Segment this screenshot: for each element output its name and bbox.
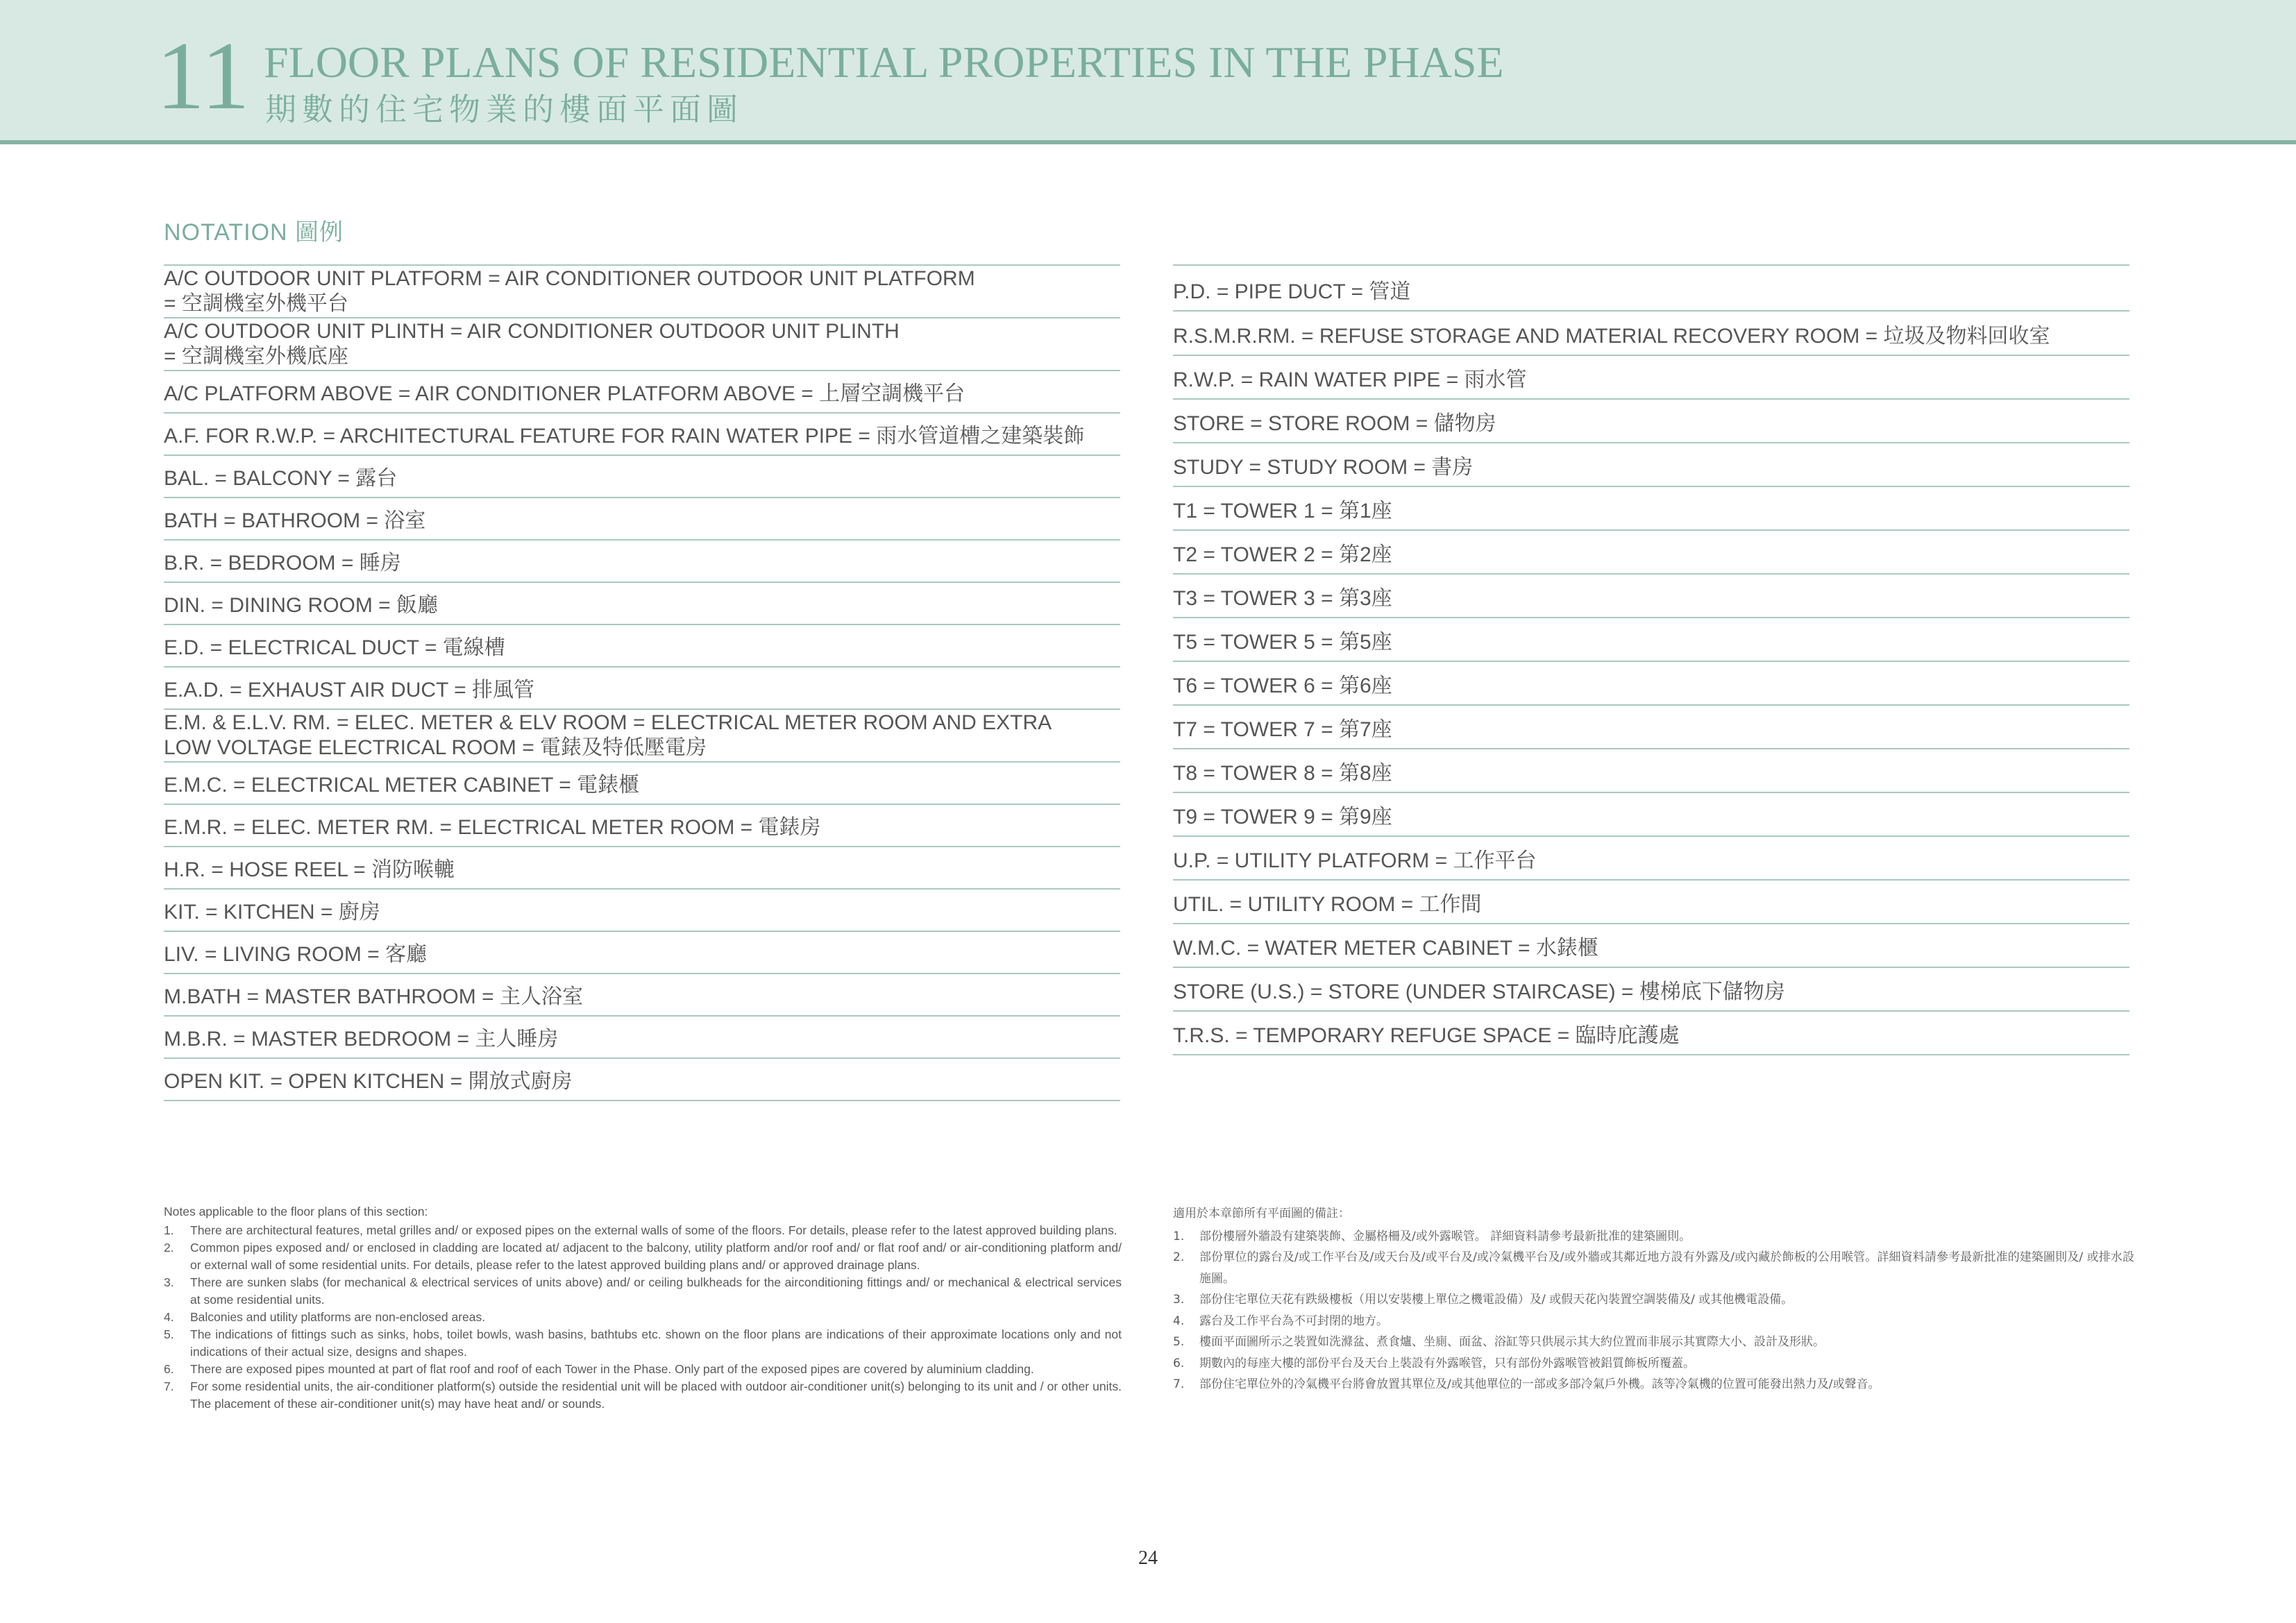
notation-row: STUDY = STUDY ROOM = 書房 xyxy=(1173,443,2129,487)
notes-chinese xyxy=(1173,1203,2134,1395)
notation-row: E.M.R. = ELEC. METER RM. = ELECTRICAL METER ROOM = 電錶房 xyxy=(164,805,1120,847)
note-item: 6. There are exposed pipes mounted at part of flat roof and roof of each Tower in the Phase. Only part of the exposed pipes are covered by aluminium cladding. xyxy=(164,1362,1034,1376)
notation-row: T7 = TOWER 7 = 第7座 xyxy=(1173,706,2129,749)
notation-row: OPEN KIT. = OPEN KITCHEN = 開放式廚房 xyxy=(164,1059,1120,1101)
notation-row: M.B.R. = MASTER BEDROOM = 主人睡房 xyxy=(164,1017,1120,1059)
section-title-en: FLOOR PLANS OF RESIDENTIAL PROPERTIES IN THE PHASE xyxy=(264,37,1504,87)
notation-row: BATH = BATHROOM = 浴室 xyxy=(164,498,1120,541)
notation-row: T2 = TOWER 2 = 第2座 xyxy=(1173,531,2129,575)
note-item: 7. For some residential units, the air-conditioner platform(s) outside the residential unit will be placed with outdoor air-conditioner unit(s) belonging to its unit and / or other units. The placement of these air-conditioner unit(s) may have heat and/ or sounds. xyxy=(164,1379,1122,1411)
notation-row: BAL. = BALCONY = 露台 xyxy=(164,456,1120,498)
notes-list xyxy=(164,1222,1122,1413)
notation-row: T5 = TOWER 5 = 第5座 xyxy=(1173,618,2129,662)
notation-row: W.M.C. = WATER METER CABINET = 水錶櫃 xyxy=(1173,924,2129,968)
notes-list xyxy=(1173,1226,2134,1395)
section-title-zh: 期數的住宅物業的樓面平面圖 xyxy=(265,91,744,128)
section-number: 11 xyxy=(156,22,250,130)
note-item: 2. 部份單位的露台及/或工作平台及/或天台及/或平台及/或冷氣機平台及/或外牆或其鄰近地方設有外露及/或內藏於飾板的公用喉管。詳細資料請參考最新批准的建築圖則及/ 或排水設施圖。 xyxy=(1173,1250,2134,1286)
notation-row: T6 = TOWER 6 = 第6座 xyxy=(1173,662,2129,706)
notation-row: E.M. & E.L.V. RM. = ELEC. METER & ELV ROOM = ELECTRICAL METER ROOM AND EXTRA LOW VOLTAGE ELECTRICAL ROOM = 電錶及特低壓電房 xyxy=(164,710,1120,763)
note-item: 4. 露台及工作平台為不可封閉的地方。 xyxy=(1173,1314,1388,1328)
notation-row: B.R. = BEDROOM = 睡房 xyxy=(164,541,1120,583)
notation-row: STORE = STORE ROOM = 儲物房 xyxy=(1173,400,2129,443)
notation-list-left xyxy=(164,264,1120,1101)
notation-row: E.M.C. = ELECTRICAL METER CABINET = 電錶櫃 xyxy=(164,763,1120,805)
note-item: 6. 期數內的每座大樓的部份平台及天台上裝設有外露喉管，只有部份外露喉管被鋁質飾板所覆蓋。 xyxy=(1173,1356,1695,1370)
notation-row: T9 = TOWER 9 = 第9座 xyxy=(1173,793,2129,837)
notation-row: R.W.P. = RAIN WATER PIPE = 雨水管 xyxy=(1173,356,2129,400)
notation-row: P.D. = PIPE DUCT = 管道 xyxy=(1173,266,2129,312)
notation-row: UTIL. = UTILITY ROOM = 工作間 xyxy=(1173,881,2129,924)
notation-row: T3 = TOWER 3 = 第3座 xyxy=(1173,575,2129,618)
note-item: 5. The indications of fittings such as sinks, hobs, toilet bowls, wash basins, bathtubs etc. shown on the floor plans are indications of their approximate locations only and not indications of their actual size, designs and shapes. xyxy=(164,1327,1122,1359)
notation-heading: NOTATION 圖例 xyxy=(164,219,344,246)
notes-lead: 適用於本章節所有平面圖的備註： xyxy=(1173,1207,1350,1221)
notation-row: E.A.D. = EXHAUST AIR DUCT = 排風管 xyxy=(164,668,1120,710)
notes-english xyxy=(164,1203,1122,1413)
note-item: 2. Common pipes exposed and/ or enclosed in cladding are located at/ adjacent to the balcony, utility platform and/or roof and/ or flat roof and/ or air-conditioning platform and/ or external wall of some residential units. For details, please refer to the latest approved building plans and/ or approved drainage plans. xyxy=(164,1241,1122,1272)
notation-row: R.S.M.R.RM. = REFUSE STORAGE AND MATERIAL RECOVERY ROOM = 垃圾及物料回收室 xyxy=(1173,312,2129,356)
notation-row: DIN. = DINING ROOM = 飯廳 xyxy=(164,583,1120,625)
note-item: 1. There are architectural features, metal grilles and/ or exposed pipes on the external walls of some of the floors. For details, please refer to the latest approved building plans. xyxy=(164,1223,1117,1237)
page-number: 24 xyxy=(1138,1547,1158,1569)
note-item: 4. Balconies and utility platforms are non-enclosed areas. xyxy=(164,1310,486,1324)
note-item: 3. There are sunken slabs (for mechanical & electrical services of units above) and/ or ceiling bulkheads for the airconditioning fittings and/ or mechanical & electrical services at some residential units. xyxy=(164,1275,1122,1307)
notation-row: H.R. = HOSE REEL = 消防喉轆 xyxy=(164,847,1120,890)
notation-row: A.F. FOR R.W.P. = ARCHITECTURAL FEATURE FOR RAIN WATER PIPE = 雨水管道槽之建築裝飾 xyxy=(164,414,1120,456)
notation-row: E.D. = ELECTRICAL DUCT = 電線槽 xyxy=(164,625,1120,668)
notation-row: A/C OUTDOOR UNIT PLATFORM = AIR CONDITIONER OUTDOOR UNIT PLATFORM = 空調機室外機平台 xyxy=(164,266,1120,318)
note-item: 7. 部份住宅單位外的冷氣機平台將會放置其單位及/或其他單位的一部或多部冷氣戶外機。該等冷氣機的位置可能發出熱力及/或聲音。 xyxy=(1173,1377,1880,1391)
notation-row: T8 = TOWER 8 = 第8座 xyxy=(1173,749,2129,793)
notation-row: STORE (U.S.) = STORE (UNDER STAIRCASE) = 樓梯底下儲物房 xyxy=(1173,968,2129,1012)
notation-row: U.P. = UTILITY PLATFORM = 工作平台 xyxy=(1173,837,2129,881)
notation-row: A/C OUTDOOR UNIT PLINTH = AIR CONDITIONER OUTDOOR UNIT PLINTH = 空調機室外機底座 xyxy=(164,318,1120,371)
notes-lead: Notes applicable to the floor plans of this section: xyxy=(164,1205,428,1218)
note-item: 5. 樓面平面圖所示之裝置如洗滌盆、煮食爐、坐廁、面盆、浴缸等只供展示其大約位置而非展示其實際大小、設計及形狀。 xyxy=(1173,1335,1825,1349)
note-item: 3. 部份住宅單位天花有跌級樓板（用以安裝樓上單位之機電設備）及/ 或假天花內裝置空調裝備及/ 或其他機電設備。 xyxy=(1173,1293,1793,1307)
notation-row: LIV. = LIVING ROOM = 客廳 xyxy=(164,932,1120,974)
section-header xyxy=(0,0,2296,144)
note-item: 1. 部份樓層外牆設有建築裝飾、金屬格柵及/或外露喉管。 詳細資料請參考最新批准的建築圖則。 xyxy=(1173,1229,1691,1243)
notation-list-right xyxy=(1173,264,2129,1055)
notation-row: M.BATH = MASTER BATHROOM = 主人浴室 xyxy=(164,974,1120,1017)
notation-row: T1 = TOWER 1 = 第1座 xyxy=(1173,487,2129,531)
notation-row: A/C PLATFORM ABOVE = AIR CONDITIONER PLATFORM ABOVE = 上層空調機平台 xyxy=(164,371,1120,414)
notation-row: T.R.S. = TEMPORARY REFUGE SPACE = 臨時庇護處 xyxy=(1173,1012,2129,1055)
notation-row: KIT. = KITCHEN = 廚房 xyxy=(164,890,1120,932)
